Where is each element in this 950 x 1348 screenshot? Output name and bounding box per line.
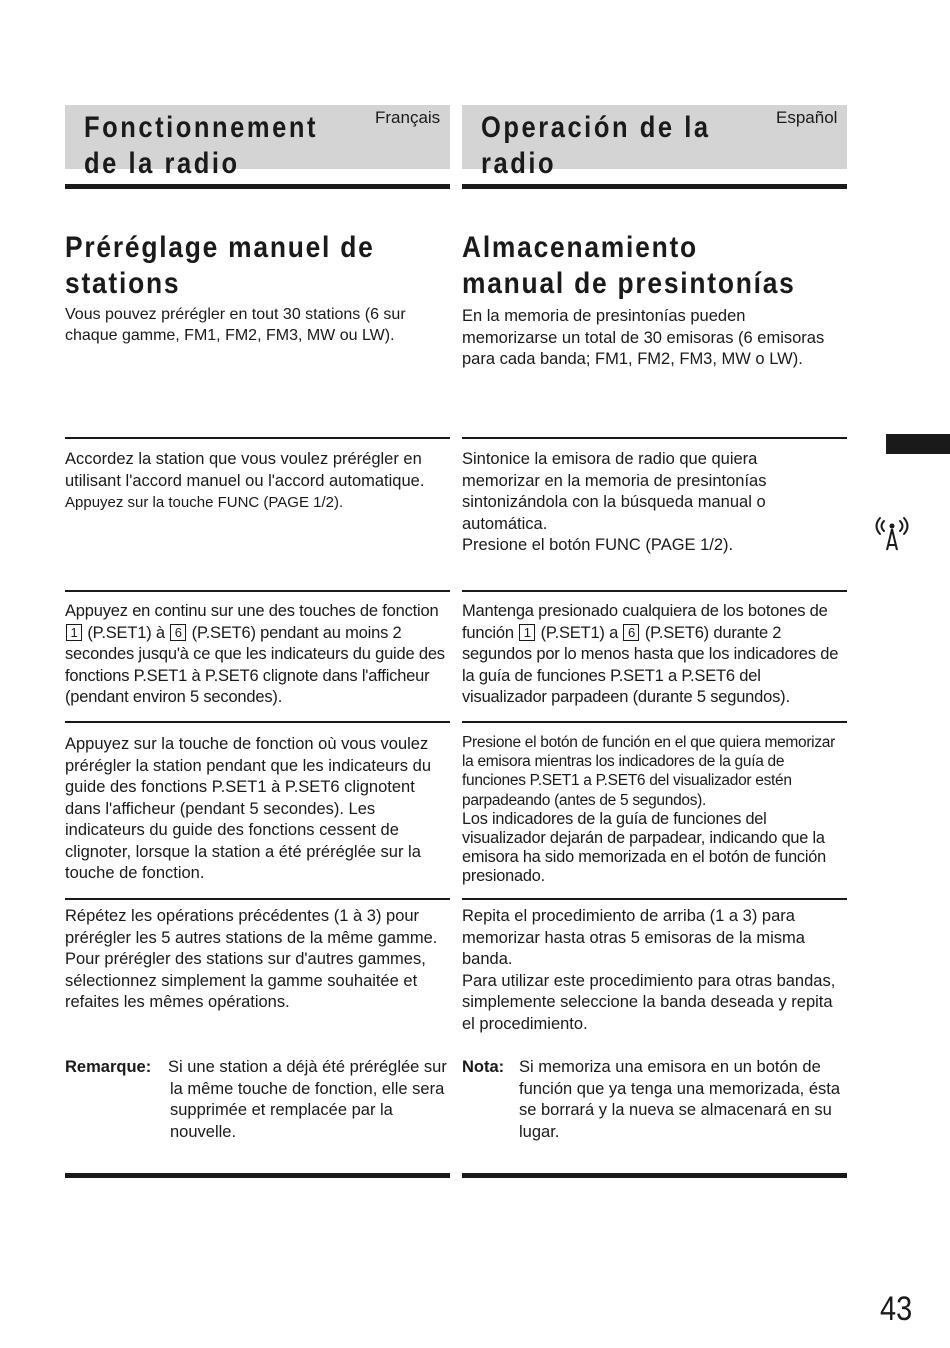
french-step1	[65, 449, 450, 514]
key-6-icon: 6	[623, 624, 639, 641]
french-header-rule	[65, 184, 450, 189]
french-section-title: Préréglage manuel de stations	[65, 231, 375, 300]
spanish-step1-sub: Presione el botón FUNC (PAGE 1/2).	[462, 536, 734, 554]
spanish-header-rule	[462, 184, 847, 189]
french-note-text: Si une station a déjà été préréglée sur la même touche de fonction, elle sera supprimée et remplacée par la nouvelle.	[168, 1058, 447, 1141]
spanish-step2-post: (P.SET6) durante 2 segundos por lo menos hasta que los indicadores de la guía de funciones P.SET1 a P.SET6 del visualizador parpadeen (durante 5 segundos).	[462, 623, 839, 706]
spanish-step1-text: Sintonice la emisora de radio que quiera memorizar en la memoria de presintonías sintonizándola con la búsqueda manual o automática.	[462, 450, 767, 533]
spanish-intro: En la memoria de presintonías pueden memorizarse un total de 30 emisoras (6 emisoras para cada banda; FM1, FM2, FM3, MW o LW).	[462, 307, 825, 368]
french-step4	[65, 906, 450, 1014]
spanish-step4-rule	[462, 898, 847, 900]
spanish-language-label: Español	[776, 108, 838, 127]
french-step1-text: Accordez la station que vous voulez prérégler en utilisant l'accord manuel ou l'accord automatique.	[65, 450, 425, 490]
spanish-step2-rule	[462, 590, 847, 592]
spanish-bottom-rule	[462, 1173, 847, 1178]
spanish-step4-p1: Repita el procedimiento de arriba (1 a 3) para memorizar hasta otras 5 emisoras de la misma banda.	[462, 907, 805, 968]
french-bottom-rule	[65, 1173, 450, 1178]
spanish-section-title: Almacenamiento manual de presintonías	[462, 231, 796, 300]
french-language-label: Français	[375, 108, 441, 127]
spanish-note	[462, 1057, 847, 1147]
spanish-step3-p1: Presione el botón de función en el que quiera memorizar la emisora mientras los indicadores de la guía de funciones P.SET1 a P.SET6 del visualizador estén parpadeando (antes de 5 segundos).	[462, 734, 835, 809]
french-step4-p2: Pour prérégler des stations sur d'autres gammes, sélectionnez simplement la gamme souhaitée et refaites les mêmes opérations.	[65, 950, 426, 1011]
french-header-title: Fonctionnement de la radio	[84, 111, 319, 180]
french-step2-rule	[65, 590, 450, 592]
french-step4-rule	[65, 898, 450, 900]
french-step3-rule	[65, 721, 450, 723]
french-step2	[65, 601, 450, 709]
spanish-header-title: Operación de la radio	[481, 111, 711, 180]
spanish-note-text: Si memoriza una emisora en un botón de función que ya tenga una memorizada, ésta se borrará y la nueva se almacenará en su lugar.	[519, 1058, 841, 1141]
french-step2-pre: Appuyez en continu sur une des touches de fonction	[65, 602, 439, 620]
spanish-step1-rule	[462, 437, 847, 439]
french-step1-sub: Appuyez sur la touche FUNC (PAGE 1/2).	[65, 494, 344, 511]
spanish-step2-mid: (P.SET1) a	[540, 623, 619, 642]
spanish-step3-rule	[462, 721, 847, 723]
french-step4-p1: Répétez les opérations précédentes (1 à 3) pour prérégler les 5 autres stations de la même gamme.	[65, 907, 438, 947]
french-note-label: Remarque:	[65, 1058, 152, 1076]
spanish-note-label: Nota:	[462, 1058, 505, 1076]
key-6-icon: 6	[170, 624, 186, 641]
spanish-step3	[462, 733, 847, 887]
french-step3: Appuyez sur la touche de fonction où vous voulez prérégler la station pendant que les indicateurs du guide des fonctions P.SET1 à P.SET6 clignotent dans l'afficheur (pendant 5 secondes). Les indicateurs du guide des fonctions cessent de clignoter, lorsque la station a été préréglée sur la touche de fonction.	[65, 735, 431, 882]
radio-antenna-icon	[866, 512, 918, 552]
key-1-icon: 1	[519, 624, 535, 641]
french-step1-rule	[65, 437, 450, 439]
spanish-step2-pre: Mantenga presionado cualquiera de los botones de función	[462, 602, 828, 642]
spanish-step2	[462, 601, 847, 709]
page-number: 43	[880, 1290, 913, 1328]
french-step2-post: (P.SET6) pendant au moins 2 secondes jusqu'à ce que les indicateurs du guide des fonctions P.SET1 à P.SET6 clignote dans l'afficheur (pendant environ 5 secondes).	[65, 623, 445, 706]
spanish-step4-p2: Para utilizar este procedimiento para otras bandas, simplemente seleccione la banda deseada y repita el procedimiento.	[462, 971, 836, 1033]
french-note	[65, 1057, 450, 1147]
section-tab-marker	[886, 434, 950, 454]
key-1-icon: 1	[66, 624, 82, 641]
french-intro: Vous pouvez prérégler en tout 30 stations (6 sur chaque gamme, FM1, FM2, FM3, MW ou LW).	[65, 306, 406, 344]
spanish-step3-p2: Los indicadores de la guía de funciones del visualizador dejarán de parpadear, indicando que la emisora ha sido memorizada en el botón de función presionado.	[462, 809, 826, 886]
spanish-step1	[462, 449, 822, 557]
spanish-step4	[462, 906, 842, 1035]
french-step2-mid: (P.SET1) à	[87, 623, 165, 642]
